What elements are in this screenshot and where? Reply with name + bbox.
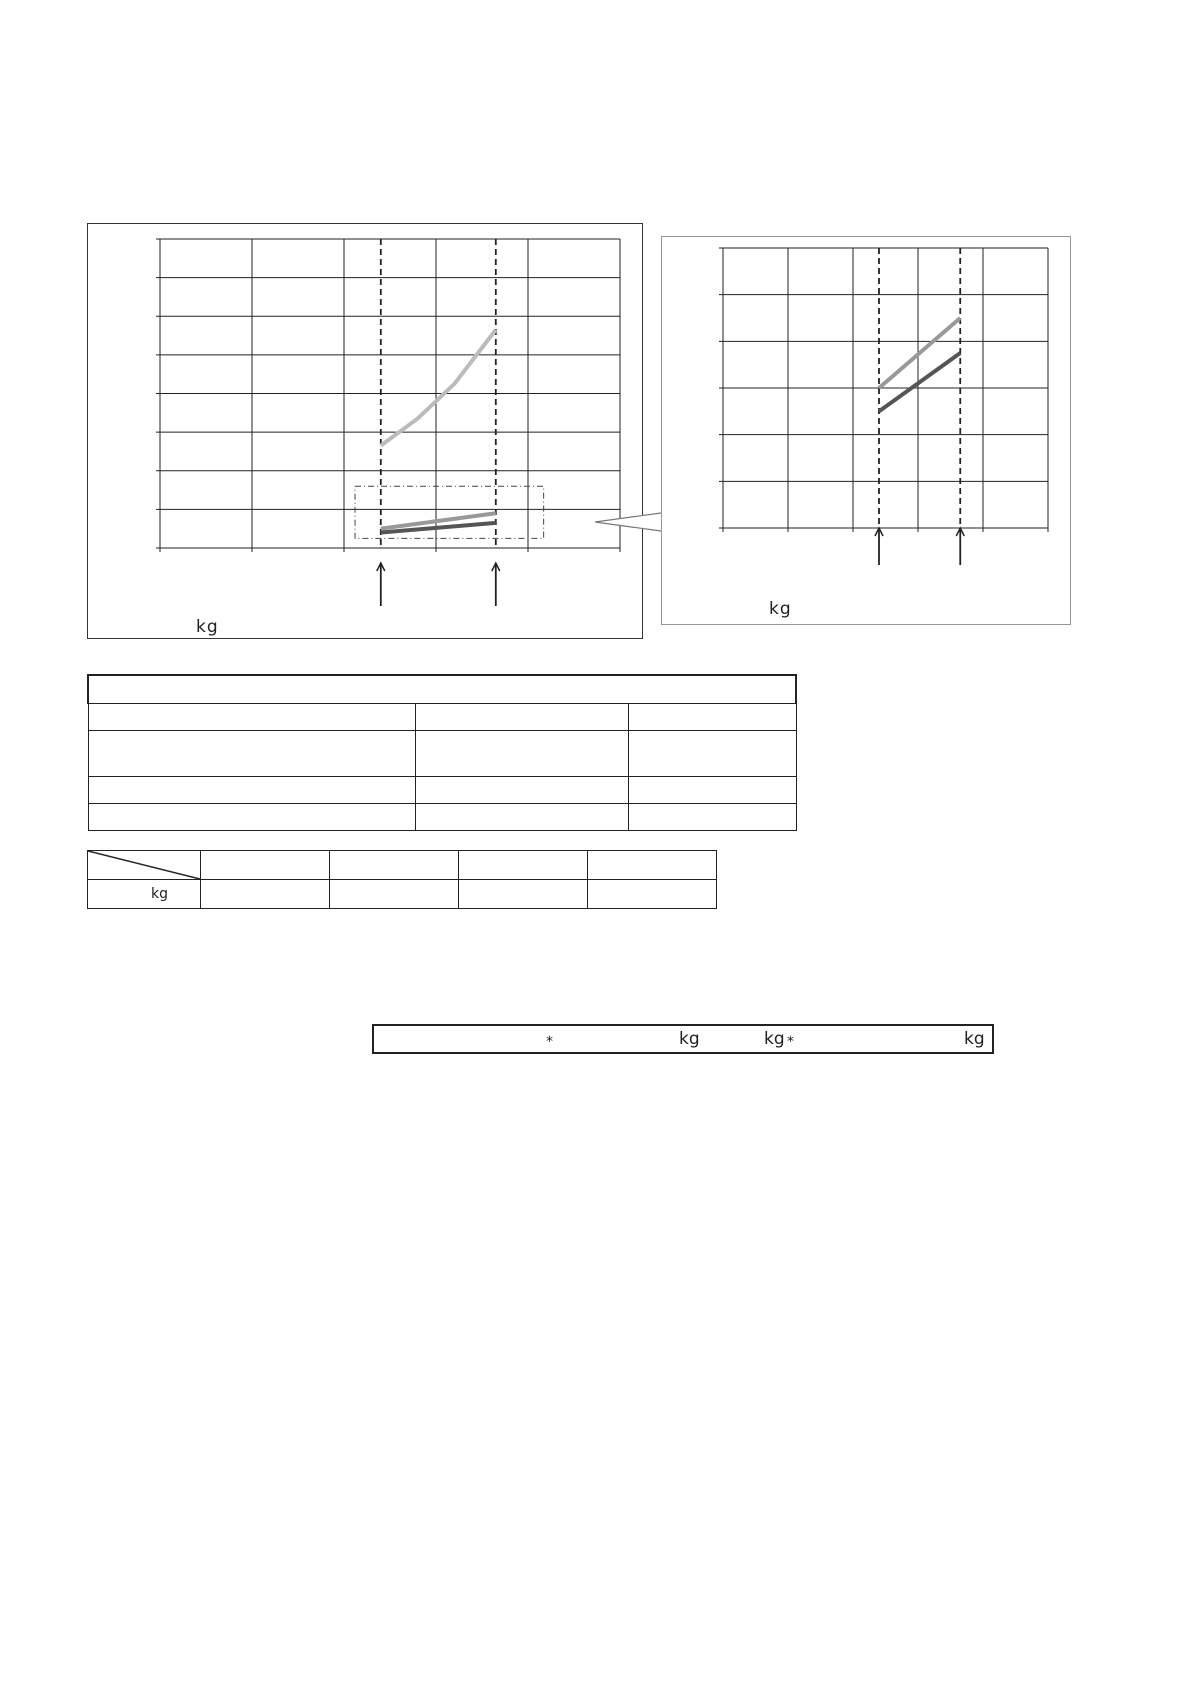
weight-value-cell <box>588 880 717 909</box>
weight-table <box>87 850 717 909</box>
diagonal-header-cell <box>88 851 201 880</box>
spec-cell <box>628 777 796 804</box>
spec-table <box>87 674 797 831</box>
weight-header-cell <box>459 851 588 880</box>
weight-value-cell <box>330 880 459 909</box>
callout-pointer <box>595 513 661 531</box>
diagonal-line <box>88 851 200 879</box>
main-chart <box>155 236 630 556</box>
table-row <box>88 704 796 731</box>
formula-unit: kg <box>764 1029 785 1049</box>
spec-cell <box>88 704 415 731</box>
weight-header-cell <box>588 851 717 880</box>
weight-header-row <box>88 851 717 880</box>
table-row <box>88 777 796 804</box>
weight-header-cell <box>201 851 330 880</box>
spec-cell <box>628 704 796 731</box>
spec-cell <box>415 731 628 777</box>
spec-cell <box>415 704 628 731</box>
formula-unit: kg <box>964 1029 985 1049</box>
weight-value-cell <box>201 880 330 909</box>
formula-asterisk: * <box>787 1034 794 1050</box>
spec-cell <box>628 731 796 777</box>
table-row <box>88 804 796 831</box>
series-line-2 <box>879 353 960 411</box>
formula-box <box>372 1024 994 1054</box>
formula-asterisk: * <box>546 1034 553 1050</box>
formula-unit: kg <box>679 1029 700 1049</box>
table-row <box>88 731 796 777</box>
spec-cell <box>88 804 415 831</box>
zoom-chart <box>718 245 1058 575</box>
spec-cell <box>628 804 796 831</box>
spec-cell <box>88 731 415 777</box>
weight-value-cell <box>459 880 588 909</box>
series-line-1 <box>879 318 960 388</box>
spec-table-title-row <box>88 675 796 704</box>
weight-row-label: kg <box>88 880 201 909</box>
spec-table-title <box>88 675 796 704</box>
zoom-chart-unit-label: kg <box>769 599 792 619</box>
spec-cell <box>415 804 628 831</box>
main-chart-unit-label: kg <box>196 617 219 637</box>
series-line-1 <box>381 330 496 446</box>
weight-header-cell <box>330 851 459 880</box>
zoom-callout <box>580 505 670 545</box>
spec-cell <box>88 777 415 804</box>
table-row <box>88 880 717 909</box>
spec-cell <box>415 777 628 804</box>
